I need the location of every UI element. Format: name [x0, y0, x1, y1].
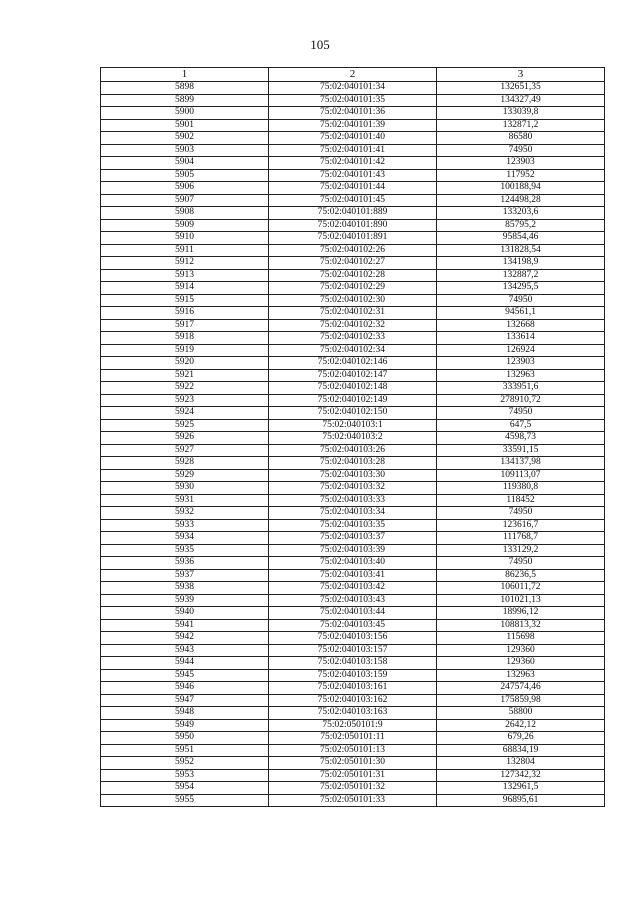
table-row: [101, 257, 605, 270]
value-cell: 100188,94: [437, 182, 605, 195]
table-row: [101, 282, 605, 295]
cadastral-number-cell: 75:02:040102:33: [269, 332, 437, 345]
row-number-cell: 5922: [101, 382, 269, 395]
row-number-cell: 5914: [101, 282, 269, 295]
table-row: [101, 532, 605, 545]
row-number-cell: 5921: [101, 369, 269, 382]
table-row: [101, 144, 605, 157]
cadastral-number-cell: 75:02:040103:37: [269, 532, 437, 545]
table-row: [101, 244, 605, 257]
value-cell: 58800: [437, 707, 605, 720]
row-number-cell: 5915: [101, 294, 269, 307]
value-cell: 133614: [437, 332, 605, 345]
table-row: [101, 169, 605, 182]
cadastral-number-cell: 75:02:040103:156: [269, 632, 437, 645]
value-cell: 679,26: [437, 732, 605, 745]
value-cell: 127342,32: [437, 769, 605, 782]
table-row: [101, 782, 605, 795]
table-row: [101, 344, 605, 357]
cadastral-number-cell: 75:02:040101:39: [269, 119, 437, 132]
value-cell: 278910,72: [437, 394, 605, 407]
value-cell: 115698: [437, 632, 605, 645]
table-row: [101, 482, 605, 495]
table-row: [101, 319, 605, 332]
column-header-2: 2: [269, 68, 437, 82]
table-row: [101, 294, 605, 307]
value-cell: 333951,6: [437, 382, 605, 395]
row-number-cell: 5908: [101, 207, 269, 220]
row-number-cell: 5926: [101, 432, 269, 445]
cadastral-number-cell: 75:02:050101:11: [269, 732, 437, 745]
row-number-cell: 5951: [101, 744, 269, 757]
cadastral-number-cell: 75:02:040101:44: [269, 182, 437, 195]
value-cell: 119380,8: [437, 482, 605, 495]
cadastral-number-cell: 75:02:040101:34: [269, 82, 437, 95]
value-cell: 111768,7: [437, 532, 605, 545]
value-cell: 74950: [437, 507, 605, 520]
table-row: [101, 644, 605, 657]
value-cell: 132668: [437, 319, 605, 332]
row-number-cell: 5937: [101, 569, 269, 582]
value-cell: 247574,46: [437, 682, 605, 695]
table-row: [101, 382, 605, 395]
cadastral-number-cell: 75:02:040103:1: [269, 419, 437, 432]
value-cell: 133203,6: [437, 207, 605, 220]
table-row: [101, 494, 605, 507]
table-row: [101, 732, 605, 745]
value-cell: 124498,28: [437, 194, 605, 207]
table-row: [101, 669, 605, 682]
header-row: [101, 68, 605, 82]
cadastral-number-cell: 75:02:040102:29: [269, 282, 437, 295]
data-table: [100, 67, 605, 807]
cadastral-number-cell: 75:02:040103:40: [269, 557, 437, 570]
row-number-cell: 5925: [101, 419, 269, 432]
cadastral-number-cell: 75:02:040103:43: [269, 594, 437, 607]
value-cell: 2642,12: [437, 719, 605, 732]
table-row: [101, 332, 605, 345]
value-cell: 74950: [437, 144, 605, 157]
value-cell: 132651,35: [437, 82, 605, 95]
row-number-cell: 5943: [101, 644, 269, 657]
cadastral-number-cell: 75:02:040102:149: [269, 394, 437, 407]
cadastral-number-cell: 75:02:040101:889: [269, 207, 437, 220]
cadastral-number-cell: 75:02:040101:891: [269, 232, 437, 245]
cadastral-number-cell: 75:02:040103:30: [269, 469, 437, 482]
table-row: [101, 219, 605, 232]
value-cell: 133039,8: [437, 107, 605, 120]
value-cell: 133129,2: [437, 544, 605, 557]
row-number-cell: 5936: [101, 557, 269, 570]
row-number-cell: 5952: [101, 757, 269, 770]
value-cell: 129360: [437, 657, 605, 670]
row-number-cell: 5907: [101, 194, 269, 207]
cadastral-number-cell: 75:02:040101:36: [269, 107, 437, 120]
cadastral-number-cell: 75:02:040102:27: [269, 257, 437, 270]
cadastral-number-cell: 75:02:050101:33: [269, 794, 437, 807]
cadastral-number-cell: 75:02:040103:35: [269, 519, 437, 532]
value-cell: 126924: [437, 344, 605, 357]
cadastral-number-cell: 75:02:050101:31: [269, 769, 437, 782]
value-cell: 96895,61: [437, 794, 605, 807]
value-cell: 86580: [437, 132, 605, 145]
row-number-cell: 5955: [101, 794, 269, 807]
value-cell: 132871,2: [437, 119, 605, 132]
value-cell: 129360: [437, 644, 605, 657]
value-cell: 123903: [437, 357, 605, 370]
table-row: [101, 694, 605, 707]
cadastral-number-cell: 75:02:040102:148: [269, 382, 437, 395]
cadastral-number-cell: 75:02:040101:40: [269, 132, 437, 145]
cadastral-number-cell: 75:02:040103:2: [269, 432, 437, 445]
value-cell: 123616,7: [437, 519, 605, 532]
row-number-cell: 5902: [101, 132, 269, 145]
row-number-cell: 5932: [101, 507, 269, 520]
value-cell: 118452: [437, 494, 605, 507]
row-number-cell: 5948: [101, 707, 269, 720]
value-cell: 18996,12: [437, 607, 605, 620]
cadastral-number-cell: 75:02:050101:32: [269, 782, 437, 795]
row-number-cell: 5939: [101, 594, 269, 607]
cadastral-number-cell: 75:02:040103:34: [269, 507, 437, 520]
table-row: [101, 194, 605, 207]
table-row: [101, 769, 605, 782]
row-number-cell: 5918: [101, 332, 269, 345]
value-cell: 132963: [437, 669, 605, 682]
row-number-cell: 5954: [101, 782, 269, 795]
cadastral-number-cell: 75:02:040103:159: [269, 669, 437, 682]
row-number-cell: 5903: [101, 144, 269, 157]
table-row: [101, 682, 605, 695]
cadastral-number-cell: 75:02:040103:26: [269, 444, 437, 457]
column-header-3: 3: [437, 68, 605, 82]
value-cell: 108813,32: [437, 619, 605, 632]
table-row: [101, 757, 605, 770]
table-row: [101, 657, 605, 670]
table-body: [101, 82, 605, 807]
row-number-cell: 5942: [101, 632, 269, 645]
row-number-cell: 5924: [101, 407, 269, 420]
value-cell: 95854,46: [437, 232, 605, 245]
row-number-cell: 5901: [101, 119, 269, 132]
row-number-cell: 5912: [101, 257, 269, 270]
row-number-cell: 5898: [101, 82, 269, 95]
value-cell: 131828,54: [437, 244, 605, 257]
row-number-cell: 5917: [101, 319, 269, 332]
row-number-cell: 5944: [101, 657, 269, 670]
row-number-cell: 5904: [101, 157, 269, 170]
row-number-cell: 5938: [101, 582, 269, 595]
cadastral-number-cell: 75:02:040101:41: [269, 144, 437, 157]
row-number-cell: 5950: [101, 732, 269, 745]
table-row: [101, 357, 605, 370]
row-number-cell: 5949: [101, 719, 269, 732]
cadastral-number-cell: 75:02:050101:13: [269, 744, 437, 757]
cadastral-number-cell: 75:02:040103:45: [269, 619, 437, 632]
cadastral-number-cell: 75:02:040103:157: [269, 644, 437, 657]
table-row: [101, 407, 605, 420]
table-row: [101, 607, 605, 620]
row-number-cell: 5953: [101, 769, 269, 782]
cadastral-number-cell: 75:02:040103:161: [269, 682, 437, 695]
row-number-cell: 5927: [101, 444, 269, 457]
cadastral-number-cell: 75:02:040103:162: [269, 694, 437, 707]
row-number-cell: 5913: [101, 269, 269, 282]
table-row: [101, 744, 605, 757]
value-cell: 123903: [437, 157, 605, 170]
table-row: [101, 569, 605, 582]
table-row: [101, 394, 605, 407]
value-cell: 175859,98: [437, 694, 605, 707]
page-number: 105: [310, 37, 330, 52]
value-cell: 132961,5: [437, 782, 605, 795]
table-row: [101, 444, 605, 457]
value-cell: 117952: [437, 169, 605, 182]
value-cell: 74950: [437, 557, 605, 570]
cadastral-number-cell: 75:02:040103:32: [269, 482, 437, 495]
row-number-cell: 5930: [101, 482, 269, 495]
table-row: [101, 594, 605, 607]
row-number-cell: 5941: [101, 619, 269, 632]
cadastral-number-cell: 75:02:040103:41: [269, 569, 437, 582]
value-cell: 134137,98: [437, 457, 605, 470]
cadastral-number-cell: 75:02:040102:30: [269, 294, 437, 307]
cadastral-number-cell: 75:02:040101:35: [269, 94, 437, 107]
value-cell: 94561,1: [437, 307, 605, 320]
row-number-cell: 5920: [101, 357, 269, 370]
value-cell: 106011,72: [437, 582, 605, 595]
cadastral-number-cell: 75:02:040103:44: [269, 607, 437, 620]
table-row: [101, 707, 605, 720]
value-cell: 85795,2: [437, 219, 605, 232]
cadastral-number-cell: 75:02:040102:26: [269, 244, 437, 257]
table-row: [101, 132, 605, 145]
value-cell: 132887,2: [437, 269, 605, 282]
table-row: [101, 207, 605, 220]
value-cell: 68834,19: [437, 744, 605, 757]
value-cell: 74950: [437, 294, 605, 307]
row-number-cell: 5899: [101, 94, 269, 107]
table-row: [101, 107, 605, 120]
table-row: [101, 794, 605, 807]
value-cell: 647,5: [437, 419, 605, 432]
cadastral-number-cell: 75:02:040102:28: [269, 269, 437, 282]
table-row: [101, 419, 605, 432]
cadastral-number-cell: 75:02:050101:30: [269, 757, 437, 770]
cadastral-number-cell: 75:02:040103:33: [269, 494, 437, 507]
table-row: [101, 469, 605, 482]
table-row: [101, 94, 605, 107]
row-number-cell: 5946: [101, 682, 269, 695]
cadastral-number-cell: 75:02:040103:163: [269, 707, 437, 720]
row-number-cell: 5906: [101, 182, 269, 195]
table-row: [101, 544, 605, 557]
row-number-cell: 5919: [101, 344, 269, 357]
table-row: [101, 119, 605, 132]
row-number-cell: 5929: [101, 469, 269, 482]
cadastral-number-cell: 75:02:040101:45: [269, 194, 437, 207]
row-number-cell: 5947: [101, 694, 269, 707]
row-number-cell: 5910: [101, 232, 269, 245]
value-cell: 134327,49: [437, 94, 605, 107]
table-row: [101, 182, 605, 195]
table-row: [101, 232, 605, 245]
table-row: [101, 432, 605, 445]
row-number-cell: 5934: [101, 532, 269, 545]
row-number-cell: 5911: [101, 244, 269, 257]
row-number-cell: 5945: [101, 669, 269, 682]
table-row: [101, 619, 605, 632]
cadastral-number-cell: 75:02:040101:890: [269, 219, 437, 232]
cadastral-number-cell: 75:02:040103:158: [269, 657, 437, 670]
row-number-cell: 5928: [101, 457, 269, 470]
value-cell: 33591,15: [437, 444, 605, 457]
table-row: [101, 557, 605, 570]
row-number-cell: 5900: [101, 107, 269, 120]
cadastral-number-cell: 75:02:040101:42: [269, 157, 437, 170]
cadastral-number-cell: 75:02:040103:42: [269, 582, 437, 595]
value-cell: 101021,13: [437, 594, 605, 607]
table-row: [101, 719, 605, 732]
row-number-cell: 5909: [101, 219, 269, 232]
row-number-cell: 5933: [101, 519, 269, 532]
value-cell: 4598,73: [437, 432, 605, 445]
table-row: [101, 157, 605, 170]
row-number-cell: 5905: [101, 169, 269, 182]
cadastral-number-cell: 75:02:040103:39: [269, 544, 437, 557]
value-cell: 74950: [437, 407, 605, 420]
table-row: [101, 507, 605, 520]
table-row: [101, 582, 605, 595]
table-row: [101, 369, 605, 382]
value-cell: 86236,5: [437, 569, 605, 582]
value-cell: 134295,5: [437, 282, 605, 295]
cadastral-number-cell: 75:02:040102:147: [269, 369, 437, 382]
row-number-cell: 5923: [101, 394, 269, 407]
table-row: [101, 269, 605, 282]
cadastral-number-cell: 75:02:040102:32: [269, 319, 437, 332]
row-number-cell: 5931: [101, 494, 269, 507]
cadastral-number-cell: 75:02:040102:146: [269, 357, 437, 370]
cadastral-number-cell: 75:02:040102:31: [269, 307, 437, 320]
value-cell: 134198,9: [437, 257, 605, 270]
row-number-cell: 5916: [101, 307, 269, 320]
cadastral-number-cell: 75:02:050101:9: [269, 719, 437, 732]
row-number-cell: 5940: [101, 607, 269, 620]
row-number-cell: 5935: [101, 544, 269, 557]
value-cell: 109113,07: [437, 469, 605, 482]
table-row: [101, 457, 605, 470]
value-cell: 132963: [437, 369, 605, 382]
cadastral-number-cell: 75:02:040103:28: [269, 457, 437, 470]
cadastral-number-cell: 75:02:040101:43: [269, 169, 437, 182]
value-cell: 132804: [437, 757, 605, 770]
cadastral-number-cell: 75:02:040102:34: [269, 344, 437, 357]
table-row: [101, 519, 605, 532]
table-row: [101, 82, 605, 95]
cadastral-number-cell: 75:02:040102:150: [269, 407, 437, 420]
table-row: [101, 632, 605, 645]
column-header-1: 1: [101, 68, 269, 82]
table-row: [101, 307, 605, 320]
